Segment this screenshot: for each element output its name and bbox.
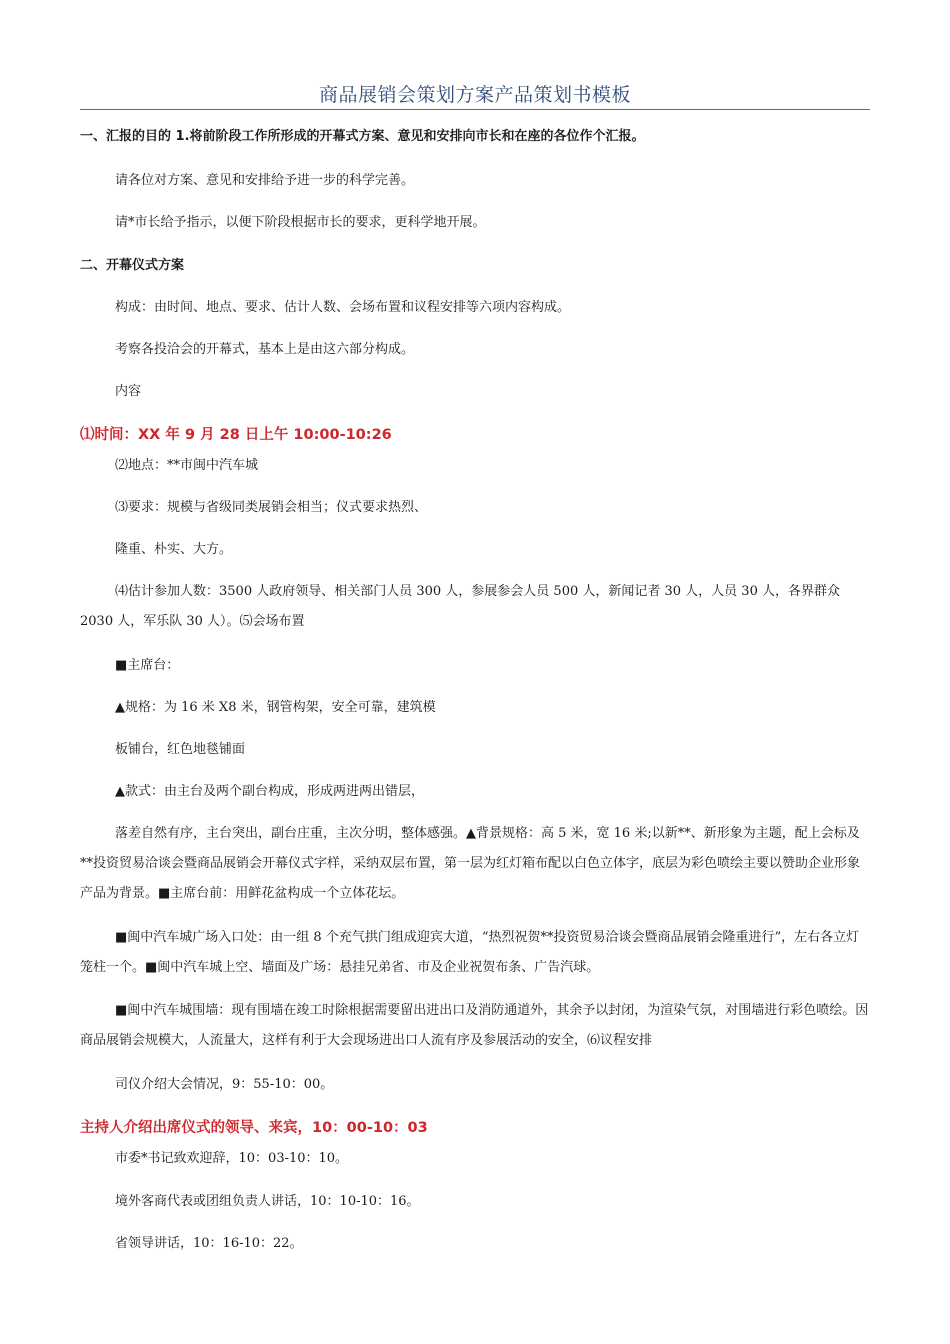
title-underline — [80, 109, 870, 110]
host-heading: 主持人介绍出席仪式的领导、来宾，10：00-10：03 — [80, 1120, 428, 1136]
paragraph-13: ▲款式：由主台及两个副台构成，形成两进两出错层， — [115, 784, 424, 799]
paragraph-4: 考察各投洽会的开幕式，基本上是由这六部分构成。 — [115, 342, 415, 357]
paragraph-12: 板铺台，红色地毯铺面 — [115, 742, 246, 757]
paragraph-1: 请各位对方案、意见和安排给予进一步的科学完善。 — [115, 173, 415, 188]
time-heading: ⑴时间：XX 年 9 月 28 日上午 10:00-10:26 — [80, 427, 392, 443]
paragraph-7: ⑶要求：规模与省级同类展销会相当；仪式要求热烈、 — [115, 500, 428, 515]
paragraph-3: 构成：由时间、地点、要求、估计人数、会场布置和议程安排等六项内容构成。 — [115, 300, 571, 315]
section-1-heading: 一、汇报的目的 1.将前阶段工作所形成的开幕式方案、意见和安排向市长和在座的各位作个汇报。 — [80, 129, 645, 144]
paragraph-18: 市委*书记致欢迎辞，10：03-10：10。 — [115, 1151, 349, 1166]
paragraph-5: 内容 — [115, 384, 142, 399]
paragraph-19: 境外客商代表或团组负责人讲话，10：10-10：16。 — [115, 1194, 420, 1209]
paragraph-6: ⑵地点：**市闽中汽车城 — [115, 458, 259, 473]
paragraph-8: 隆重、朴实、大方。 — [115, 542, 233, 557]
document-title: 商品展销会策划方案产品策划书模板 — [318, 84, 631, 106]
paragraph-11: ▲规格：为 16 米 X8 米，钢管构架，安全可靠，建筑模 — [115, 700, 436, 715]
paragraph-2: 请*市长给予指示，以便下阶段根据市长的要求，更科学地开展。 — [115, 215, 486, 230]
paragraph-9: ⑷估计参加人数：3500 人政府领导、相关部门人员 300 人，参展参会人员 500 人，新闻记者 30 人，人员 30 人，各界群众 2030 人，军乐队 30 人）。⑸会场布置 — [80, 584, 840, 629]
paragraph-10: ■主席台： — [115, 658, 180, 673]
section-2-heading: 二、开幕仪式方案 — [80, 258, 185, 273]
paragraph-17: 司仪介绍大会情况，9：55-10：00。 — [115, 1077, 334, 1092]
paragraph-14: 落差自然有序，主台突出，副台庄重，主次分明，整体感强。▲背景规格：高 5 米，宽 16 米;以新**、新形象为主题，配上会标及**投资贸易洽谈会暨商品展销会开幕仪式字样，采纳双层布置，第一层为红灯箱布配以白色立体字，底层为彩色喷绘主要以赞助企业形象产品为背景。■主席台前：用鲜花盆构成一个立体花坛。 — [80, 826, 861, 901]
paragraph-20: 省领导讲话，10：16-10：22。 — [115, 1236, 303, 1251]
paragraph-15: ■闽中汽车城广场入口处：由一组 8 个充气拱门组成迎宾大道，“热烈祝贺**投资贸易洽谈会暨商品展销会隆重进行”，左右各立灯笼柱一个。■闽中汽车城上空、墙面及广场：悬挂兄弟省、市及企业祝贺布条、广告汽球。 — [80, 930, 860, 975]
paragraph-16: ■闽中汽车城围墙：现有围墙在竣工时除根据需要留出进出口及消防通道外，其余予以封闭，为渲染气氛，对围墙进行彩色喷绘。因商品展销会规模大，人流量大，这样有利于大会现场进出口人流有序及参展活动的安全，⑹议程安排 — [80, 1003, 869, 1048]
